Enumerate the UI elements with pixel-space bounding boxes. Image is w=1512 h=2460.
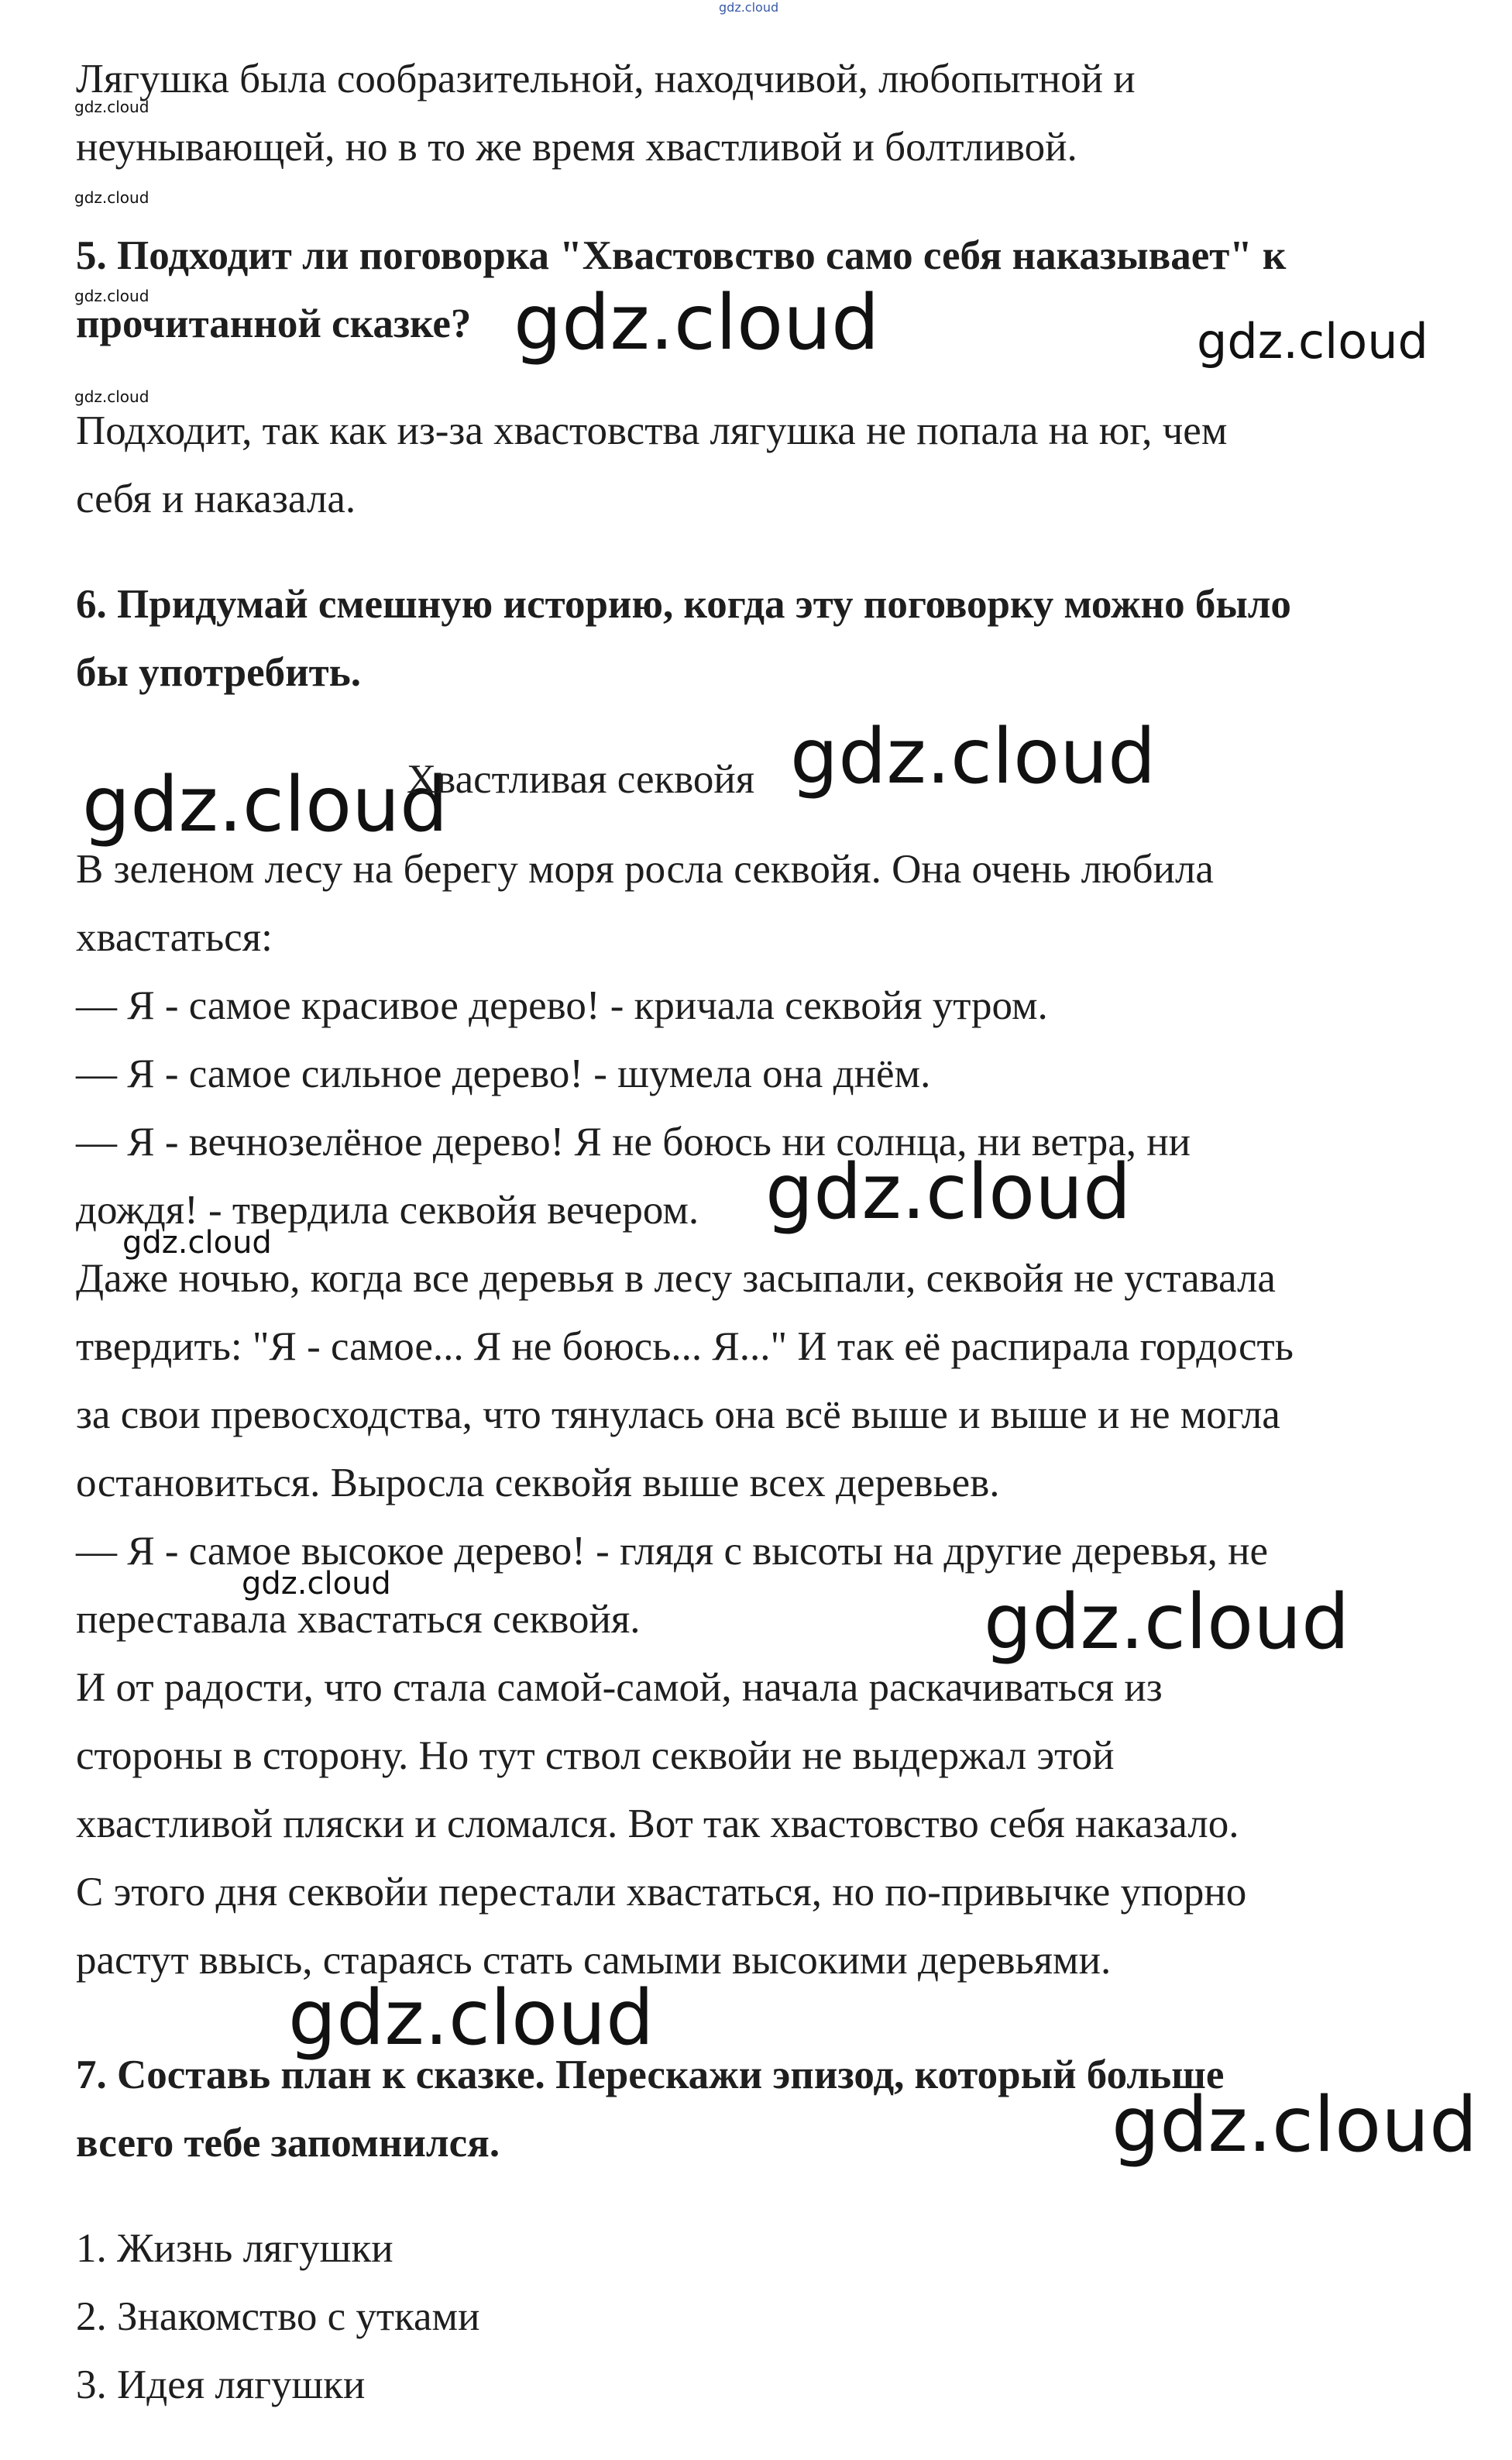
answer5-line-1: Подходит, так как из-за хвастовства лягушка не попала на юг, чем [76,408,1228,453]
story-title: Хвастливая секвойя [407,757,755,802]
watermark-small-2: gdz.cloud [242,1566,391,1602]
plan-item-3: 3. Идея лягушки [76,2362,366,2407]
watermark-tiny-2: gdz.cloud [74,188,149,207]
watermark-small-1: gdz.cloud [122,1225,272,1261]
watermark-large-3: gdz.cloud [790,713,1156,801]
watermark-large-2: gdz.cloud [82,761,448,849]
watermark-large-6: gdz.cloud [288,1974,655,2063]
story-line-6: дождя! - твердила секвойя вечером. [76,1188,699,1233]
watermark-tiny-4: gdz.cloud [74,387,149,406]
question5-line-1: 5. Подходит ли поговорка "Хвастовство само себя наказывает" к [76,233,1287,278]
story-line-4: — Я - самое сильное дерево! - шумела она днём. [76,1051,931,1096]
watermark-top: gdz.cloud [719,0,779,15]
story-line-2: хвастаться: [76,915,273,960]
story-line-16: С этого дня секвойи перестали хвастаться, но по-привычке упорно [76,1870,1247,1915]
question6-line-2: бы употребить. [76,650,361,695]
answer4-line-1: Лягушка была сообразительной, находчивой, любопытной и [76,57,1136,101]
story-line-10: остановиться. Выросла секвойя выше всех деревьев. [76,1461,1000,1505]
story-line-13: И от радости, что стала самой-самой, начала раскачиваться из [76,1665,1163,1710]
story-line-12: переставала хвастаться секвойя. [76,1597,641,1642]
story-line-9: за свои превосходства, что тянулась она всё выше и выше и не могла [76,1392,1280,1437]
answer4-line-2: неунывающей, но в то же время хвастливой и болтливой. [76,125,1077,170]
story-line-15: хвастливой пляски и сломался. Вот так хвастовство себя наказало. [76,1801,1239,1846]
question6-line-1: 6. Придумай смешную историю, когда эту поговорку можно было [76,582,1291,627]
watermark-large-5: gdz.cloud [984,1578,1350,1667]
plan-item-2: 2. Знакомство с утками [76,2294,480,2339]
watermark-tiny-1: gdz.cloud [74,98,149,116]
story-line-8: твердить: "Я - самое... Я не боюсь... Я..." И так её распирала гордость [76,1324,1294,1369]
watermark-tiny-3: gdz.cloud [74,287,149,305]
question5-line-2: прочитанной сказке? [76,301,472,346]
story-line-11: — Я - самое высокое дерево! - глядя с высоты на другие деревья, не [76,1529,1268,1574]
question7-line-1: 7. Составь план к сказке. Перескажи эпизод, который больше [76,2052,1225,2097]
story-line-5: — Я - вечнозелёное дерево! Я не боюсь ни солнца, ни ветра, ни [76,1120,1191,1165]
story-line-17: растут ввысь, стараясь стать самыми высокими деревьями. [76,1938,1112,1983]
watermark-large-4: gdz.cloud [765,1148,1132,1237]
answer5-line-2: себя и наказала. [76,477,356,521]
story-line-1: В зеленом лесу на берегу моря росла секвойя. Она очень любила [76,847,1214,892]
watermark-medium-1: gdz.cloud [1197,313,1428,370]
plan-item-1: 1. Жизнь лягушки [76,2226,393,2271]
story-line-7: Даже ночью, когда все деревья в лесу засыпали, секвойя не уставала [76,1256,1276,1301]
story-line-3: — Я - самое красивое дерево! - кричала секвойя утром. [76,983,1048,1028]
watermark-large-7: gdz.cloud [1112,2081,1478,2169]
watermark-large-1: gdz.cloud [514,279,880,367]
story-line-14: стороны в сторону. Но тут ствол секвойи не выдержал этой [76,1733,1115,1778]
question7-line-2: всего тебе запомнился. [76,2121,500,2166]
